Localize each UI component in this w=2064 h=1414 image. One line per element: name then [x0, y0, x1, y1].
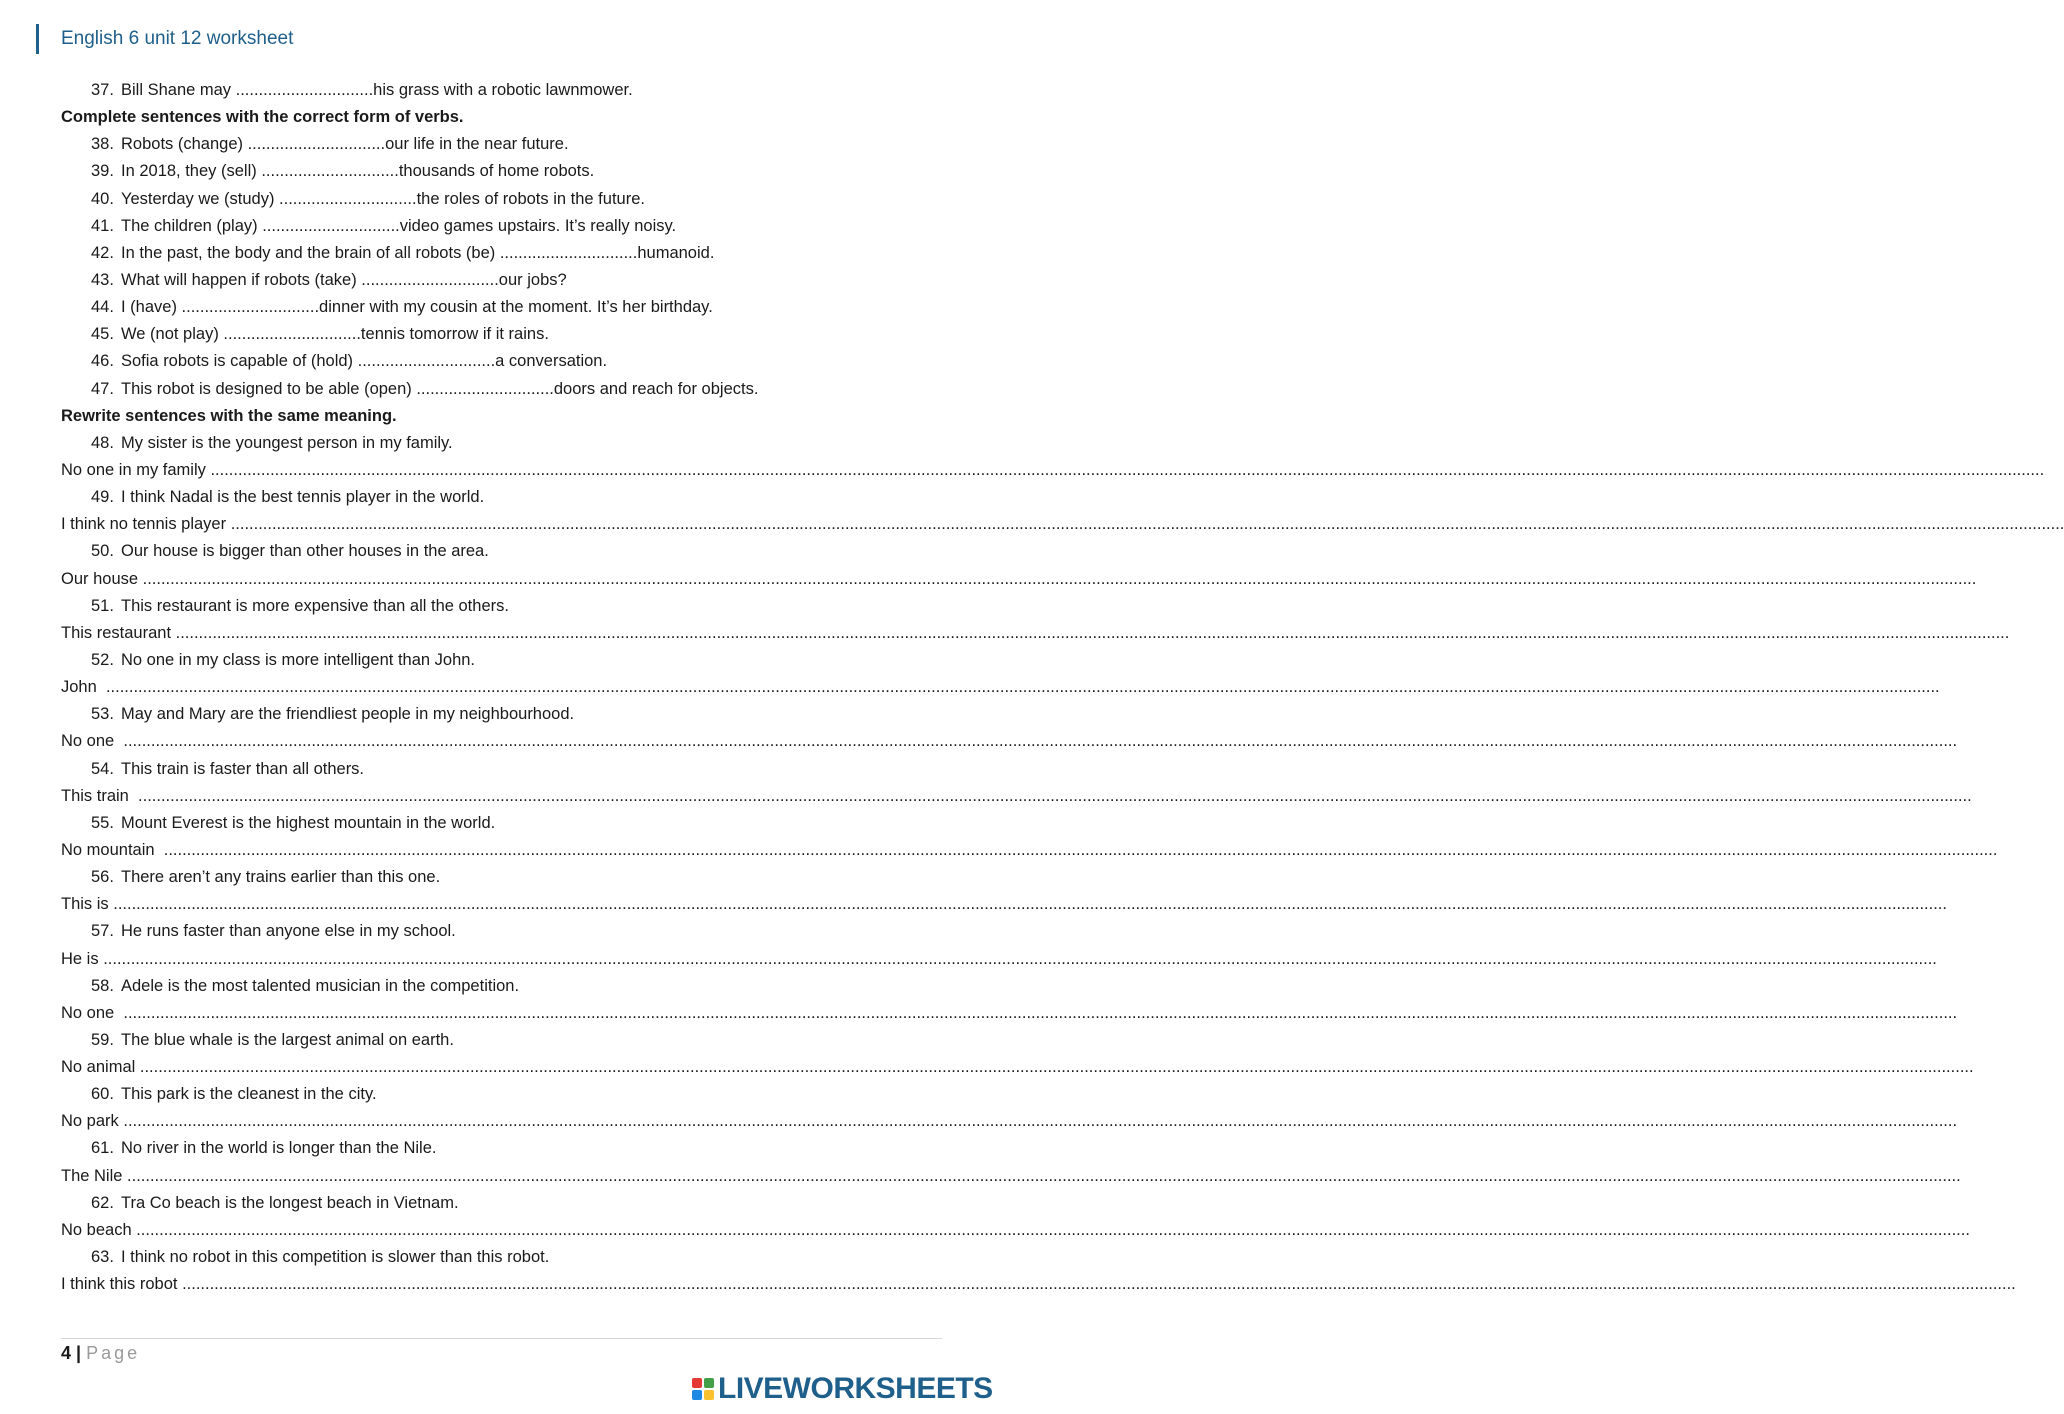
- answer-prompt: No park: [61, 1112, 124, 1131]
- answer-line: [61, 1054, 1974, 1081]
- item-number: 40.: [91, 189, 114, 208]
- answer-prompt: John: [61, 678, 106, 697]
- answer-line: [61, 1000, 1958, 1027]
- answer-blank[interactable]: ................................................................................................................................................................................................................................................................................................................................................................................................................: [123, 1003, 1958, 1022]
- item-number: 54.: [91, 759, 114, 778]
- answer-prompt: No one in my family: [61, 460, 211, 479]
- answer-prompt: This is: [61, 895, 114, 914]
- exercise-item: [61, 484, 787, 511]
- answer-blank[interactable]: ................................................................................................................................................................................................................................................................................................................................................................................................................: [139, 1058, 1974, 1077]
- item-text: My sister is the youngest person in my family.: [121, 433, 453, 452]
- page-footer: [61, 1343, 140, 1364]
- exercise-item: [61, 1027, 787, 1054]
- answer-prompt: I think this robot: [61, 1275, 183, 1294]
- item-number: 51.: [91, 596, 114, 615]
- answer-line: [61, 620, 2010, 647]
- item-number: 53.: [91, 705, 114, 724]
- exercise-item: [61, 810, 787, 837]
- exercise-item: [61, 294, 787, 321]
- item-number: 52.: [91, 650, 114, 669]
- item-number: 49.: [91, 488, 114, 507]
- exercise-item: [61, 348, 787, 375]
- answer-prompt: This restaurant: [61, 623, 176, 642]
- exercise-item: [61, 213, 787, 240]
- item-text: Our house is bigger than other houses in the area.: [121, 542, 489, 561]
- brand-name: LIVEWORKSHEETS: [718, 1372, 993, 1405]
- item-number: 45.: [91, 325, 114, 344]
- answer-blank[interactable]: ................................................................................................................................................................................................................................................................................................................................................................................................................: [163, 840, 1998, 859]
- answer-prompt: He is: [61, 949, 104, 968]
- item-number: 39.: [91, 162, 114, 181]
- exercise-item: [61, 430, 787, 457]
- item-text: Robots (change) ..............................our life in the near future.: [121, 135, 569, 154]
- item-number: 56.: [91, 868, 114, 887]
- answer-line: [61, 1217, 1970, 1244]
- answer-line: [61, 1108, 1958, 1135]
- page-number: 4: [61, 1343, 72, 1363]
- answer-blank[interactable]: ................................................................................................................................................................................................................................................................................................................................................................................................................: [136, 1220, 1970, 1239]
- document-header: [36, 24, 293, 54]
- exercise-item: [61, 267, 787, 294]
- answer-blank[interactable]: ................................................................................................................................................................................................................................................................................................................................................................................................................: [210, 460, 2045, 479]
- item-text: Mount Everest is the highest mountain in the world.: [121, 813, 496, 832]
- answer-prompt: No beach: [61, 1220, 137, 1239]
- item-text: Adele is the most talented musician in the competition.: [121, 976, 520, 995]
- exercise-item: [61, 186, 787, 213]
- item-number: 58.: [91, 976, 114, 995]
- answer-blank[interactable]: ................................................................................................................................................................................................................................................................................................................................................................................................................: [138, 786, 1972, 805]
- item-text: What will happen if robots (take) ..............................our jobs?: [121, 270, 567, 289]
- answer-line: [61, 457, 2045, 484]
- answer-line: [61, 783, 1972, 810]
- answer-prompt: The Nile: [61, 1166, 128, 1185]
- item-number: 42.: [91, 243, 114, 262]
- answer-blank[interactable]: ................................................................................................................................................................................................................................................................................................................................................................................................................: [103, 949, 1937, 968]
- item-number: 44.: [91, 298, 114, 317]
- answer-prompt: This train: [61, 786, 139, 805]
- answer-line: [61, 728, 1958, 755]
- page-label: Page: [86, 1343, 141, 1363]
- exercise-item: [61, 918, 787, 945]
- answer-blank[interactable]: ................................................................................................................................................................................................................................................................................................................................................................................................................: [182, 1275, 2016, 1294]
- item-text: This park is the cleanest in the city.: [121, 1085, 377, 1104]
- item-text: Yesterday we (study) ..............................the roles of robots in the future.: [121, 189, 645, 208]
- answer-line: [61, 511, 2064, 538]
- item-text: Sofia robots is capable of (hold) ..............................a conversation.: [121, 352, 608, 371]
- item-number: 47.: [91, 379, 114, 398]
- page-separator: |: [71, 1343, 87, 1363]
- item-text: This restaurant is more expensive than all the others.: [121, 596, 509, 615]
- item-text: This robot is designed to be able (open) ..............................doors and reach for objects.: [121, 379, 759, 398]
- answer-blank[interactable]: ................................................................................................................................................................................................................................................................................................................................................................................................................: [113, 895, 1947, 914]
- item-text: No one in my class is more intelligent than John.: [121, 650, 476, 669]
- exercise-item: [61, 77, 787, 104]
- item-number: 55.: [91, 813, 114, 832]
- answer-prompt: I think no tennis player: [61, 515, 231, 534]
- item-text: Tra Co beach is the longest beach in Vietnam.: [121, 1193, 459, 1212]
- item-text: No river in the world is longer than the Nile.: [121, 1139, 437, 1158]
- liveworksheets-brand: [692, 1372, 993, 1406]
- liveworksheets-logo-icon: [692, 1378, 714, 1400]
- item-text: This train is faster than all others.: [121, 759, 365, 778]
- exercise-item: [61, 1190, 787, 1217]
- item-text: He runs faster than anyone else in my school.: [121, 922, 456, 941]
- item-number: 59.: [91, 1030, 114, 1049]
- logo-square: [692, 1378, 702, 1388]
- item-number: 46.: [91, 352, 114, 371]
- answer-prompt: Our house: [61, 569, 143, 588]
- answer-line: [61, 566, 1977, 593]
- exercise-item: [61, 240, 787, 267]
- item-number: 57.: [91, 922, 114, 941]
- document-title: English 6 unit 12 worksheet: [61, 28, 294, 49]
- item-number: 50.: [91, 542, 114, 561]
- exercise-item: [61, 131, 787, 158]
- exercise-item: [61, 158, 787, 185]
- item-text: In 2018, they (sell) ..............................thousands of home robots.: [121, 162, 595, 181]
- item-number: 61.: [91, 1139, 114, 1158]
- answer-line: [61, 1163, 1961, 1190]
- item-text: I think no robot in this competition is slower than this robot.: [121, 1248, 550, 1267]
- logo-square: [704, 1378, 714, 1388]
- exercise-item: [61, 321, 787, 348]
- answer-blank[interactable]: ................................................................................................................................................................................................................................................................................................................................................................................................................: [142, 569, 1977, 588]
- item-text: There aren’t any trains earlier than this one.: [121, 868, 441, 887]
- exercise-item: [61, 1135, 787, 1162]
- item-number: 43.: [91, 270, 114, 289]
- item-text: I (have) ..............................dinner with my cousin at the moment. It’s her birthday.: [121, 298, 713, 317]
- item-text: I think Nadal is the best tennis player in the world.: [121, 488, 485, 507]
- item-number: 60.: [91, 1085, 114, 1104]
- worksheet-body: [61, 77, 2064, 1298]
- answer-blank[interactable]: ................................................................................................................................................................................................................................................................................................................................................................................................................: [105, 678, 1940, 697]
- item-text: Bill Shane may ..............................his grass with a robotic lawnmower.: [121, 81, 633, 99]
- answer-blank[interactable]: ................................................................................................................................................................................................................................................................................................................................................................................................................: [175, 623, 2010, 642]
- item-text: The children (play) ..............................video games upstairs. It’s really noisy.: [121, 216, 677, 235]
- section-heading: Rewrite sentences with the same meaning.: [61, 406, 397, 425]
- answer-line: [61, 891, 1947, 918]
- item-number: 63.: [91, 1248, 114, 1267]
- exercise-item: [61, 701, 787, 728]
- item-text: In the past, the body and the brain of all robots (be) ..............................humanoid.: [121, 243, 715, 262]
- exercise-item: [61, 538, 787, 565]
- logo-square: [704, 1390, 714, 1400]
- exercise-item: [61, 376, 787, 403]
- answer-line: [61, 946, 1937, 973]
- item-text: May and Mary are the friendliest people in my neighbourhood.: [121, 705, 575, 724]
- answer-prompt: No mountain: [61, 840, 164, 859]
- answer-prompt: No one: [61, 1003, 124, 1022]
- answer-blank[interactable]: ................................................................................................................................................................................................................................................................................................................................................................................................................: [127, 1166, 1961, 1185]
- item-text: The blue whale is the largest animal on earth.: [121, 1030, 454, 1049]
- answer-blank[interactable]: ................................................................................................................................................................................................................................................................................................................................................................................................................: [230, 515, 2064, 534]
- answer-blank[interactable]: ................................................................................................................................................................................................................................................................................................................................................................................................................: [123, 732, 1958, 751]
- item-text: We (not play) ..............................tennis tomorrow if it rains.: [121, 325, 549, 344]
- exercise-item: [61, 1244, 787, 1271]
- exercise-item: [61, 973, 787, 1000]
- answer-line: [61, 837, 1998, 864]
- exercise-item: [61, 864, 787, 891]
- exercise-item: [61, 647, 787, 674]
- answer-blank[interactable]: ................................................................................................................................................................................................................................................................................................................................................................................................................: [123, 1112, 1958, 1131]
- answer-prompt: No animal: [61, 1058, 140, 1077]
- exercise-item: [61, 756, 787, 783]
- exercise-item: [61, 1081, 787, 1108]
- item-number: 37.: [91, 81, 114, 99]
- item-number: 48.: [91, 433, 114, 452]
- exercise-item: [61, 593, 787, 620]
- answer-prompt: No one: [61, 732, 124, 751]
- footer-divider: [61, 1338, 942, 1339]
- item-number: 41.: [91, 216, 114, 235]
- section-heading: Complete sentences with the correct form of verbs.: [61, 108, 464, 127]
- answer-line: [61, 1271, 2016, 1298]
- logo-square: [692, 1390, 702, 1400]
- item-number: 38.: [91, 135, 114, 154]
- answer-line: [61, 674, 1940, 701]
- item-number: 62.: [91, 1193, 114, 1212]
